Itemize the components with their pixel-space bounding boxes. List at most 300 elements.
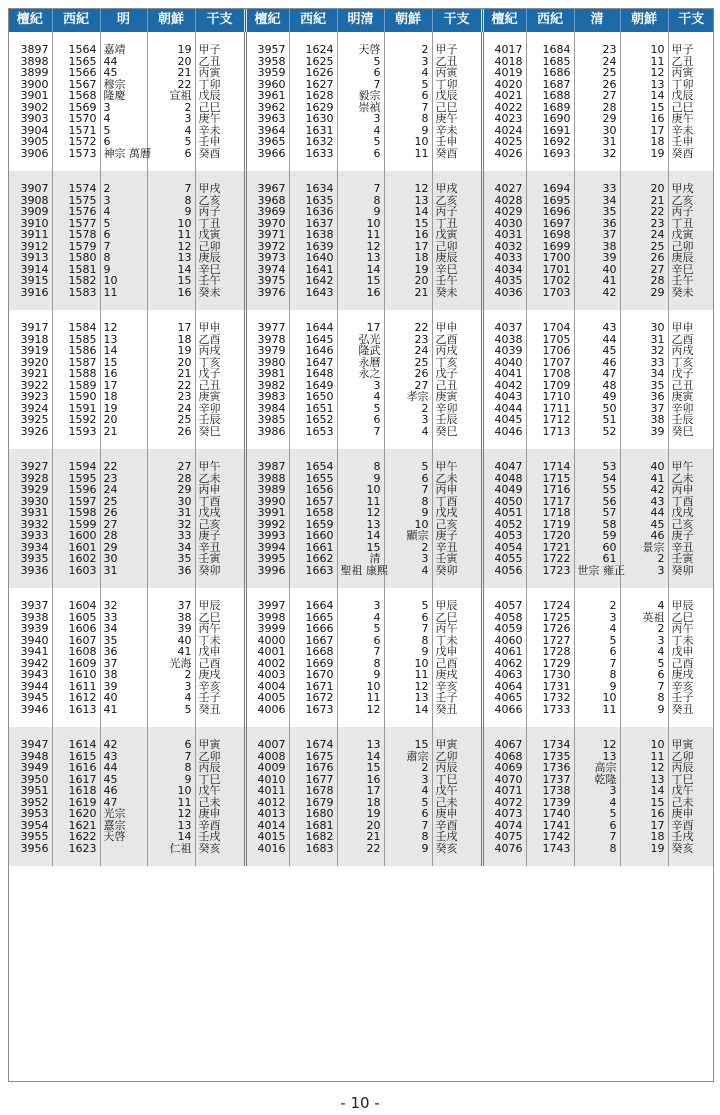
cell-joseon: 38 [620,414,668,426]
cell-western: 1702 [526,275,574,287]
cell-dangi: 4005 [245,692,289,704]
cell-ganji: 丁酉 [195,496,245,508]
cell-western: 1736 [526,762,574,774]
cell-dangi: 3975 [245,275,289,287]
cell-dangi: 3904 [8,125,52,137]
cell-reign: 憙宗 [100,820,147,832]
cell-western: 1589 [52,380,100,392]
spacer-cell [245,159,289,171]
cell-western: 1581 [52,264,100,276]
cell-western: 1725 [526,612,574,624]
cell-dangi: 3934 [8,542,52,554]
cell-western: 1649 [289,380,337,392]
cell-joseon: 15 [384,218,432,230]
cell-dangi: 3977 [245,322,289,334]
cell-ganji: 辛卯 [668,403,714,415]
cell-joseon: 7 [384,623,432,635]
cell-dangi: 3928 [8,473,52,485]
cell-western: 1621 [52,820,100,832]
cell-joseon: 2 [384,542,432,554]
spacer-cell [245,715,289,727]
spacer-cell [574,576,620,588]
cell-reign: 24 [100,484,147,496]
cell-reign: 16 [100,368,147,380]
spacer-cell [52,298,100,310]
cell-dangi: 3981 [245,368,289,380]
spacer-cell [620,576,668,588]
table-row [8,44,714,56]
cell-joseon: 16 [620,808,668,820]
cell-dangi: 3933 [8,530,52,542]
spacer-cell [100,576,147,588]
cell-western: 1646 [289,345,337,357]
cell-joseon: 23 [384,334,432,346]
spacer-cell [668,854,714,866]
spacer-cell [620,715,668,727]
cell-reign: 37 [574,229,620,241]
cell-reign: 58 [574,519,620,531]
cell-ganji: 戊午 [195,785,245,797]
cell-reign: 17 [337,322,384,334]
cell-reign: 7 [337,426,384,438]
cell-reign: 44 [574,334,620,346]
cell-dangi: 4002 [245,658,289,670]
cell-reign: 5 [337,623,384,635]
cell-reign: 61 [574,553,620,565]
cell-western: 1730 [526,669,574,681]
cell-dangi: 3997 [245,600,289,612]
cell-ganji: 癸丑 [195,704,245,716]
cell-reign: 高宗 [574,762,620,774]
spacer-cell [337,715,384,727]
cell-western: 1615 [52,751,100,763]
cell-western: 1676 [289,762,337,774]
spacer-cell [574,854,620,866]
cell-joseon: 13 [147,252,195,264]
spacer-cell [195,298,245,310]
cell-reign: 45 [100,67,147,79]
spacer-cell [432,159,482,171]
cell-joseon: 3 [147,113,195,125]
cell-dangi: 3909 [8,206,52,218]
cell-dangi: 3922 [8,380,52,392]
cell-ganji: 癸未 [195,287,245,299]
spacer-cell [574,159,620,171]
cell-western: 1743 [526,843,574,855]
cell-ganji: 癸卯 [432,565,482,577]
cell-ganji: 乙酉 [668,334,714,346]
table-row [8,600,714,612]
cell-dangi: 3900 [8,79,52,91]
header-ming-qing: 明清 [337,8,384,32]
cell-dangi: 4068 [482,751,526,763]
cell-ganji: 戊戌 [195,507,245,519]
cell-reign: 18 [100,391,147,403]
spacer-cell [289,298,337,310]
cell-ganji: 癸丑 [432,704,482,716]
cell-reign: 6 [337,148,384,160]
cell-joseon: 19 [620,148,668,160]
cell-western: 1709 [526,380,574,392]
cell-ganji: 壬子 [432,692,482,704]
cell-dangi: 3988 [245,473,289,485]
cell-dangi: 4017 [482,44,526,56]
cell-reign: 12 [337,507,384,519]
cell-ganji: 己亥 [195,519,245,531]
cell-reign [100,843,147,855]
cell-joseon: 45 [620,519,668,531]
cell-ganji: 丁酉 [432,496,482,508]
cell-western: 1639 [289,241,337,253]
cell-dangi: 3926 [8,426,52,438]
cell-ganji: 甲午 [668,461,714,473]
cell-western: 1576 [52,206,100,218]
cell-joseon: 30 [620,322,668,334]
spacer-cell [526,159,574,171]
cell-dangi: 4072 [482,797,526,809]
cell-dangi: 4015 [245,831,289,843]
block-bottom-spacer [8,715,714,727]
cell-ganji: 乙亥 [195,195,245,207]
cell-western: 1583 [52,287,100,299]
cell-western: 1577 [52,218,100,230]
cell-ganji: 辛巳 [668,264,714,276]
cell-joseon: 6 [384,473,432,485]
cell-joseon: 15 [384,739,432,751]
cell-dangi: 4012 [245,797,289,809]
cell-dangi: 4011 [245,785,289,797]
cell-ganji: 壬戌 [195,831,245,843]
cell-western: 1585 [52,334,100,346]
cell-reign: 嘉靖 [100,44,147,56]
cell-dangi: 4038 [482,334,526,346]
cell-reign: 4 [574,797,620,809]
cell-reign: 36 [100,646,147,658]
cell-ganji: 癸酉 [195,148,245,160]
cell-joseon: 14 [384,704,432,716]
cell-dangi: 4067 [482,739,526,751]
cell-dangi: 3982 [245,380,289,392]
cell-joseon: 21 [384,287,432,299]
cell-dangi: 3944 [8,681,52,693]
cell-dangi: 3986 [245,426,289,438]
cell-joseon: 13 [384,692,432,704]
cell-western: 1645 [289,334,337,346]
table-row [8,136,714,148]
cell-ganji: 己丑 [668,380,714,392]
cell-ganji: 己丑 [432,380,482,392]
cell-joseon: 10 [384,136,432,148]
cell-ganji: 丙午 [195,623,245,635]
cell-reign: 30 [100,553,147,565]
cell-dangi: 3962 [245,102,289,114]
cell-ganji: 壬辰 [195,414,245,426]
cell-reign: 31 [574,136,620,148]
cell-ganji: 乙亥 [432,195,482,207]
cell-ganji: 庚戌 [195,669,245,681]
cell-western: 1652 [289,414,337,426]
cell-dangi: 4041 [482,368,526,380]
cell-reign: 5 [100,125,147,137]
cell-western: 1696 [526,206,574,218]
cell-reign: 23 [574,44,620,56]
cell-joseon: 18 [384,252,432,264]
spacer-cell [195,854,245,866]
cell-ganji: 甲戌 [432,183,482,195]
spacer-cell [195,715,245,727]
cell-dangi: 4052 [482,519,526,531]
cell-ganji: 癸亥 [668,843,714,855]
cell-ganji: 乙酉 [195,334,245,346]
cell-joseon: 16 [147,287,195,299]
cell-dangi: 3953 [8,808,52,820]
cell-dangi: 3967 [245,183,289,195]
cell-reign: 12 [100,322,147,334]
cell-dangi: 4073 [482,808,526,820]
spacer-cell [147,437,195,449]
cell-western: 1592 [52,414,100,426]
spacer-cell [482,576,526,588]
cell-dangi: 3993 [245,530,289,542]
cell-joseon: 3 [384,774,432,786]
spacer-cell [147,298,195,310]
cell-ganji: 己巳 [432,102,482,114]
cell-dangi: 3990 [245,496,289,508]
block-bottom-spacer [8,437,714,449]
spacer-cell [668,159,714,171]
cell-joseon: 31 [147,507,195,519]
cell-western: 1684 [526,44,574,56]
cell-reign: 17 [337,785,384,797]
cell-joseon: 34 [147,542,195,554]
cell-western: 1688 [526,90,574,102]
cell-reign: 7 [337,646,384,658]
cell-ganji: 戊申 [195,646,245,658]
cell-joseon: 44 [620,507,668,519]
table-row [8,704,714,716]
spacer-cell [245,298,289,310]
table-row [8,67,714,79]
cell-western: 1717 [526,496,574,508]
cell-dangi: 3966 [245,148,289,160]
cell-western: 1734 [526,739,574,751]
cell-reign: 44 [100,56,147,68]
cell-western: 1698 [526,229,574,241]
cell-dangi: 4074 [482,820,526,832]
cell-western: 1631 [289,125,337,137]
cell-ganji: 丙辰 [432,762,482,774]
cell-dangi: 3936 [8,565,52,577]
cell-joseon: 15 [620,797,668,809]
header-ganji-2: 干支 [432,8,482,32]
cell-reign: 永之 [337,368,384,380]
cell-joseon: 5 [147,136,195,148]
cell-western: 1573 [52,148,100,160]
cell-western: 1575 [52,195,100,207]
cell-ganji: 戊寅 [195,229,245,241]
cell-western: 1678 [289,785,337,797]
cell-ganji: 丁卯 [195,79,245,91]
cell-western: 1677 [289,774,337,786]
cell-dangi: 3914 [8,264,52,276]
cell-western: 1602 [52,553,100,565]
cell-reign: 6 [100,229,147,241]
cell-joseon: 10 [147,218,195,230]
cell-western: 1636 [289,206,337,218]
cell-joseon: 35 [147,553,195,565]
cell-western: 1661 [289,542,337,554]
spacer-cell [432,437,482,449]
cell-western: 1723 [526,565,574,577]
cell-joseon: 3 [620,635,668,647]
cell-western: 1633 [289,148,337,160]
cell-ganji: 丁卯 [668,79,714,91]
cell-joseon: 11 [384,669,432,681]
page-number: - 10 - [340,1094,380,1112]
table-row [8,484,714,496]
cell-dangi: 4003 [245,669,289,681]
spacer-cell [668,298,714,310]
cell-ganji: 癸亥 [432,843,482,855]
spacer-cell [384,854,432,866]
cell-reign: 23 [100,473,147,485]
cell-western: 1690 [526,113,574,125]
cell-dangi: 3957 [245,44,289,56]
cell-joseon: 11 [147,797,195,809]
spacer-cell [100,437,147,449]
cell-ganji: 甲辰 [432,600,482,612]
cell-western: 1662 [289,553,337,565]
cell-ganji: 己未 [668,797,714,809]
cell-dangi: 3955 [8,831,52,843]
table-row [8,565,714,577]
cell-reign: 11 [337,496,384,508]
cell-dangi: 3987 [245,461,289,473]
cell-dangi: 3923 [8,391,52,403]
cell-reign: 21 [337,831,384,843]
cell-reign: 16 [337,287,384,299]
cell-joseon: 16 [384,229,432,241]
cell-ganji: 乙巳 [668,612,714,624]
cell-joseon: 22 [620,206,668,218]
cell-reign: 神宗 萬曆 [100,148,147,160]
cell-joseon: 18 [620,831,668,843]
cell-reign: 16 [337,774,384,786]
cell-ganji: 辛未 [195,125,245,137]
cell-ganji: 丙午 [668,623,714,635]
cell-reign: 34 [100,623,147,635]
cell-joseon: 2 [620,623,668,635]
cell-western: 1625 [289,56,337,68]
cell-dangi: 3921 [8,368,52,380]
cell-western: 1601 [52,542,100,554]
cell-dangi: 3911 [8,229,52,241]
cell-reign: 32 [100,600,147,612]
cell-dangi: 4063 [482,669,526,681]
cell-dangi: 4066 [482,704,526,716]
cell-reign: 8 [337,658,384,670]
cell-reign: 59 [574,530,620,542]
cell-dangi: 3910 [8,218,52,230]
cell-joseon: 32 [147,519,195,531]
cell-ganji: 庚戌 [668,669,714,681]
cell-dangi: 3919 [8,345,52,357]
cell-joseon: 19 [147,345,195,357]
cell-joseon: 20 [147,357,195,369]
cell-western: 1623 [52,843,100,855]
cell-ganji: 壬午 [432,275,482,287]
cell-dangi: 4056 [482,565,526,577]
spacer-cell [8,576,52,588]
cell-reign: 6 [574,820,620,832]
spacer-cell [52,159,100,171]
cell-reign: 25 [100,496,147,508]
cell-western: 1582 [52,275,100,287]
cell-western: 1671 [289,681,337,693]
cell-dangi: 3991 [245,507,289,519]
cell-reign: 乾隆 [574,774,620,786]
cell-western: 1570 [52,113,100,125]
header-ganji-1: 干支 [195,8,245,32]
cell-western: 1685 [526,56,574,68]
cell-reign: 40 [574,264,620,276]
cell-dangi: 3983 [245,391,289,403]
cell-western: 1672 [289,692,337,704]
cell-joseon: 9 [147,206,195,218]
cell-reign: 51 [574,414,620,426]
cell-western: 1729 [526,658,574,670]
cell-ganji: 丙子 [668,206,714,218]
cell-western: 1718 [526,507,574,519]
table-row [8,692,714,704]
cell-dangi: 3902 [8,102,52,114]
cell-dangi: 3948 [8,751,52,763]
cell-joseon: 3 [147,681,195,693]
cell-ganji: 壬申 [432,136,482,148]
cell-ganji: 庚子 [432,530,482,542]
cell-reign: 3 [337,113,384,125]
cell-joseon: 7 [147,183,195,195]
cell-western: 1670 [289,669,337,681]
cell-dangi: 3908 [8,195,52,207]
cell-joseon: 27 [147,461,195,473]
cell-western: 1705 [526,334,574,346]
cell-joseon: 2 [147,669,195,681]
cell-dangi: 4064 [482,681,526,693]
cell-western: 1701 [526,264,574,276]
cell-ganji: 庚午 [668,113,714,125]
cell-dangi: 3897 [8,44,52,56]
table-row [8,183,714,195]
cell-joseon: 顯宗 [384,530,432,542]
cell-reign: 9 [337,669,384,681]
cell-dangi: 4007 [245,739,289,751]
cell-dangi: 3949 [8,762,52,774]
spacer-cell [620,298,668,310]
cell-ganji: 甲午 [432,461,482,473]
cell-dangi: 4009 [245,762,289,774]
cell-reign: 5 [574,635,620,647]
cell-reign: 15 [100,357,147,369]
table-row [8,368,714,380]
cell-joseon: 16 [620,113,668,125]
cell-western: 1669 [289,658,337,670]
cell-reign: 15 [337,542,384,554]
cell-reign: 世宗 雍正 [574,565,620,577]
cell-joseon: 8 [147,762,195,774]
cell-joseon: 3 [384,414,432,426]
cell-reign: 2 [574,600,620,612]
